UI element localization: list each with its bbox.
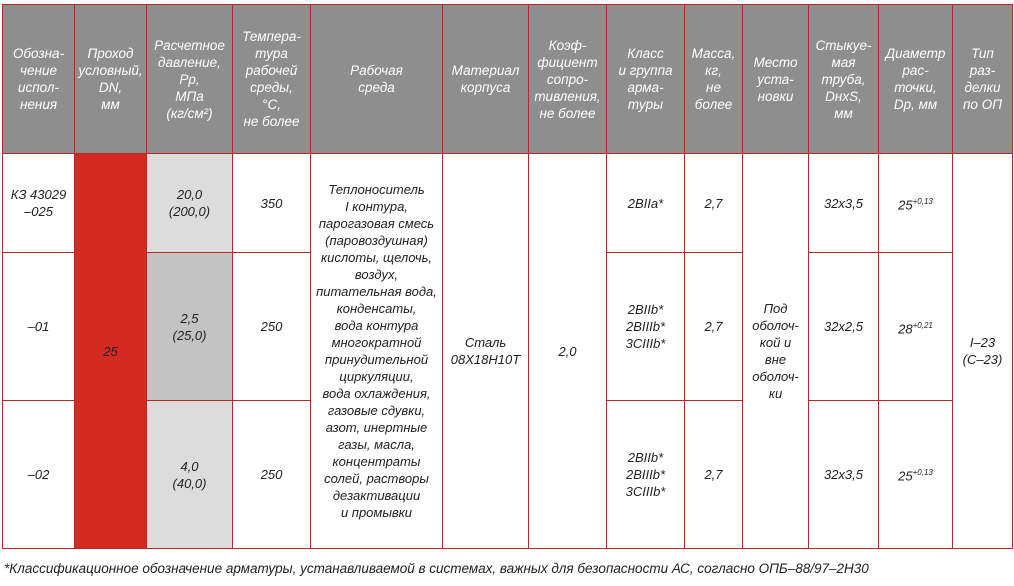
cell-mass: 2,7 [685, 154, 743, 253]
cell-pressure: 20,0 (200,0) [147, 154, 233, 253]
cell-pipe: 32x2,5 [809, 253, 879, 401]
cell-designation: –01 [3, 253, 75, 401]
cell-dn: 25 [75, 154, 147, 549]
valve-spec-table [2, 4, 1013, 549]
cell-designation: КЗ 43029 –025 [3, 154, 75, 253]
cell-temperature: 250 [233, 401, 311, 549]
cell-pressure: 4,0 (40,0) [147, 401, 233, 549]
header-pipe: Стыкуе- мая труба, DнxS, мм [809, 5, 879, 154]
cell-temperature: 350 [233, 154, 311, 253]
table-row [3, 154, 1013, 253]
cell-mass: 2,7 [685, 401, 743, 549]
header-mass: Масса, кг, не более [685, 5, 743, 154]
cell-pressure: 2,5 (25,0) [147, 253, 233, 401]
cell-class: 2ВIIb* 2ВIIIb* 3СIIIb* [607, 401, 685, 549]
cell-bore [879, 154, 953, 253]
bore-value: 28 [898, 320, 913, 336]
header-class: Класс и группа арма- туры [607, 5, 685, 154]
header-row [3, 5, 1013, 154]
footnote: *Классификационное обозначение арматуры, устанавливаемой в системах, важных для безопасности АС, согласно ОПБ–88/97–2Н30 [4, 561, 869, 576]
cell-resistance: 2,0 [529, 154, 607, 549]
header-pressure: Расчетное давление, Pp, МПа (кг/см²) [147, 5, 233, 154]
header-location: Место уста- новки [743, 5, 809, 154]
cell-class: 2ВIIa* [607, 154, 685, 253]
header-designation: Обозна- чение испол- нения [3, 5, 75, 154]
cell-class: 2ВIIb* 2ВIIIb* 3СIIIb* [607, 253, 685, 401]
header-material: Материал корпуса [443, 5, 529, 154]
cell-location: Под oболоч- кой и вне оболоч- ки [743, 154, 809, 549]
header-layout: Тип раз- делки по ОП [953, 5, 1013, 154]
bore-tolerance: +0,13 [912, 197, 933, 207]
bore-value: 25 [898, 197, 913, 213]
cell-temperature: 250 [233, 253, 311, 401]
header-medium: Рабочая среда [311, 5, 443, 154]
header-resistance: Коэф- фициент сопро- тивления, не более [529, 5, 607, 154]
cell-pipe: 32x3,5 [809, 401, 879, 549]
bore-tolerance: +0,21 [912, 320, 933, 330]
cell-designation: –02 [3, 401, 75, 549]
bore-tolerance: +0,13 [912, 468, 933, 478]
bore-value: 25 [898, 468, 913, 484]
cell-material: Сталь 08Х18Н10Т [443, 154, 529, 549]
cell-bore [879, 401, 953, 549]
cell-medium: Теплоноситель I контура, парогазовая смесь (паровоздушная) кислоты, щелочь, воздух, питательная вода, конденсаты, вода контура многократной принудительной циркуляции, вода охлаждения, газовые сдувки, азот, инертные газы, масла, концентраты солей, растворы дезактивации и промывки [311, 154, 443, 549]
cell-layout: I–23 (С–23) [953, 154, 1013, 549]
header-temperature: Темпера- тура рабочей среды, °С, не более [233, 5, 311, 154]
cell-pipe: 32x3,5 [809, 154, 879, 253]
cell-bore [879, 253, 953, 401]
header-dn: Проход условный, DN, мм [75, 5, 147, 154]
header-bore: Диаметр рас- точки, Dр, мм [879, 5, 953, 154]
cell-mass: 2,7 [685, 253, 743, 401]
